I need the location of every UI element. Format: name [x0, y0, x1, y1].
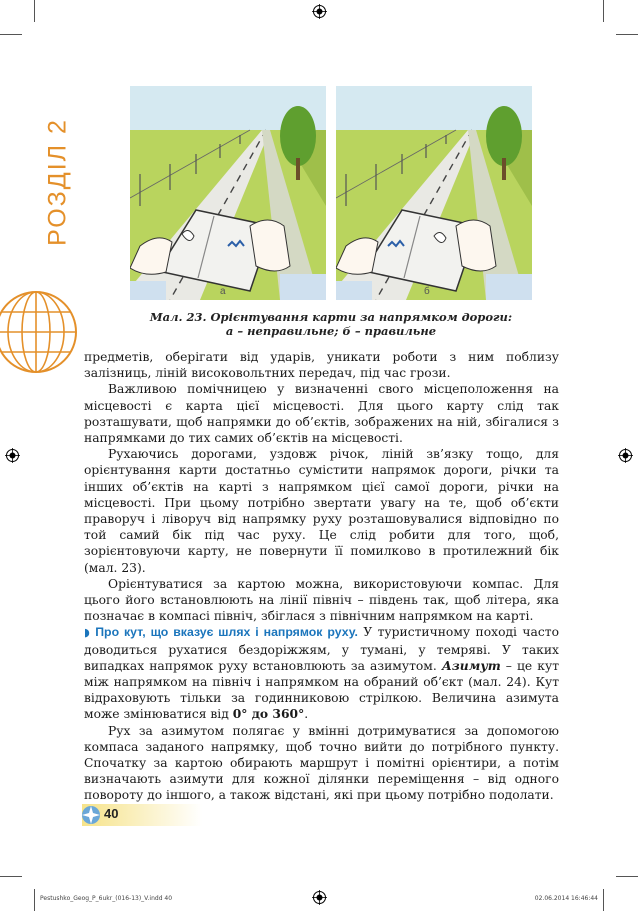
crop-mark — [616, 34, 638, 35]
crop-mark — [603, 889, 604, 911]
subheading: Про кут, що вказує шлях і напрямок руху. — [95, 625, 358, 640]
crop-mark — [603, 0, 604, 22]
paragraph-azimuth — [84, 624, 559, 722]
page-number: 40 — [104, 806, 119, 821]
registration-mark-icon — [618, 448, 633, 463]
page-number-bar — [82, 804, 202, 826]
registration-mark-icon — [312, 4, 327, 19]
figure-label-a: а — [220, 286, 226, 297]
paragraph-text: – це кут між напрямком на північ і напрямком на обраний об’єкт (мал. 24). Кут відраховують тільки за годинниковою стрілкою. Величина азимута може змінюватися від — [84, 658, 559, 722]
section-label-text: РОЗДІЛ 2 — [43, 118, 72, 246]
paragraph-text: У туристичному поході часто доводиться рухатися бездоріжжям, у тумані, у темряві. У таких випадках напрямок руху встановлюють за азимутом. — [84, 625, 559, 673]
section-label — [38, 92, 78, 272]
crop-mark — [0, 876, 22, 877]
crop-mark — [616, 876, 638, 877]
paragraph: Орієнтуватися за картою можна, використовуючи компас. Для цього його встановлюють на лінії північ – південь так, щоб літера, яка позначає в компасі північ, збіглася з північним напрямком на карті. — [84, 576, 559, 624]
body-text — [84, 349, 559, 804]
crop-mark — [34, 889, 35, 911]
paragraph: Рухаючись дорогами, уздовж річок, ліній зв’язку тощо, для орієнтування карти достатньо сумістити напрямок дороги, річки та інших об’єктів на карті з напрямком цієї самої дороги, річки на місцевості. При цьому потрібно звертати увагу на те, щоб об’єкти праворуч і ліворуч від напрямку руху розташовувалися відповідно по той самий бік під час руху. Це слід робити для того, щоб, зорієнтовуючи карту, не повернути її помилково в протилежний бік (мал. 23). — [84, 447, 559, 575]
term-azimuth: Азимут — [441, 657, 501, 673]
paragraph: предметів, оберігати від ударів, уникати роботи з ним поблизу залізниць, ліній високовольтних передач, під час грози. — [84, 350, 559, 381]
section-marker-icon: ◗ — [84, 626, 90, 640]
registration-mark-icon — [5, 448, 20, 463]
paragraph: Рух за азимутом полягає у вмінні дотримуватися за допомогою компаса заданого напрямку, щоб точно вийти до потрібного пункту. Спочатку за картою обирають маршрут і помітні орієнтири, а потім визначають азимути для кожної ділянки переміщення – від одного повороту до іншого, а також відстані, які при цьому потрібно подолати. — [84, 723, 559, 803]
crop-mark — [0, 34, 22, 35]
crop-mark — [34, 0, 35, 22]
figure-caption-line1: Мал. 23. Орієнтування карти за напрямком дороги: — [149, 310, 513, 324]
footer-timestamp: 02.06.2014 16:46:44 — [534, 895, 598, 902]
paragraph: Важливою помічницею у визначенні свого місцеположення на місцевості є карта цієї місцевості. Для цього карту слід так розташувати, щоб напрямки до об’єктів, зображених на ній, збігалися з напрямками до тих самих об’єктів на місцевості. — [84, 382, 559, 446]
paragraph-end: . — [304, 707, 309, 722]
figure-panel-a — [130, 86, 326, 300]
azimuth-range: 0° до 360° — [232, 706, 305, 722]
figure-label-b: б — [424, 286, 430, 297]
figure-caption-line2: а – неправильне; б – правильне — [225, 324, 437, 338]
figure-map-orientation — [130, 86, 532, 300]
footer-filename: Pestushko_Geog_P_6ukr_(016-13)_V.indd 40 — [40, 895, 173, 902]
figure-panel-b — [336, 86, 532, 300]
globe-icon — [0, 288, 78, 376]
registration-mark-icon — [312, 890, 327, 905]
